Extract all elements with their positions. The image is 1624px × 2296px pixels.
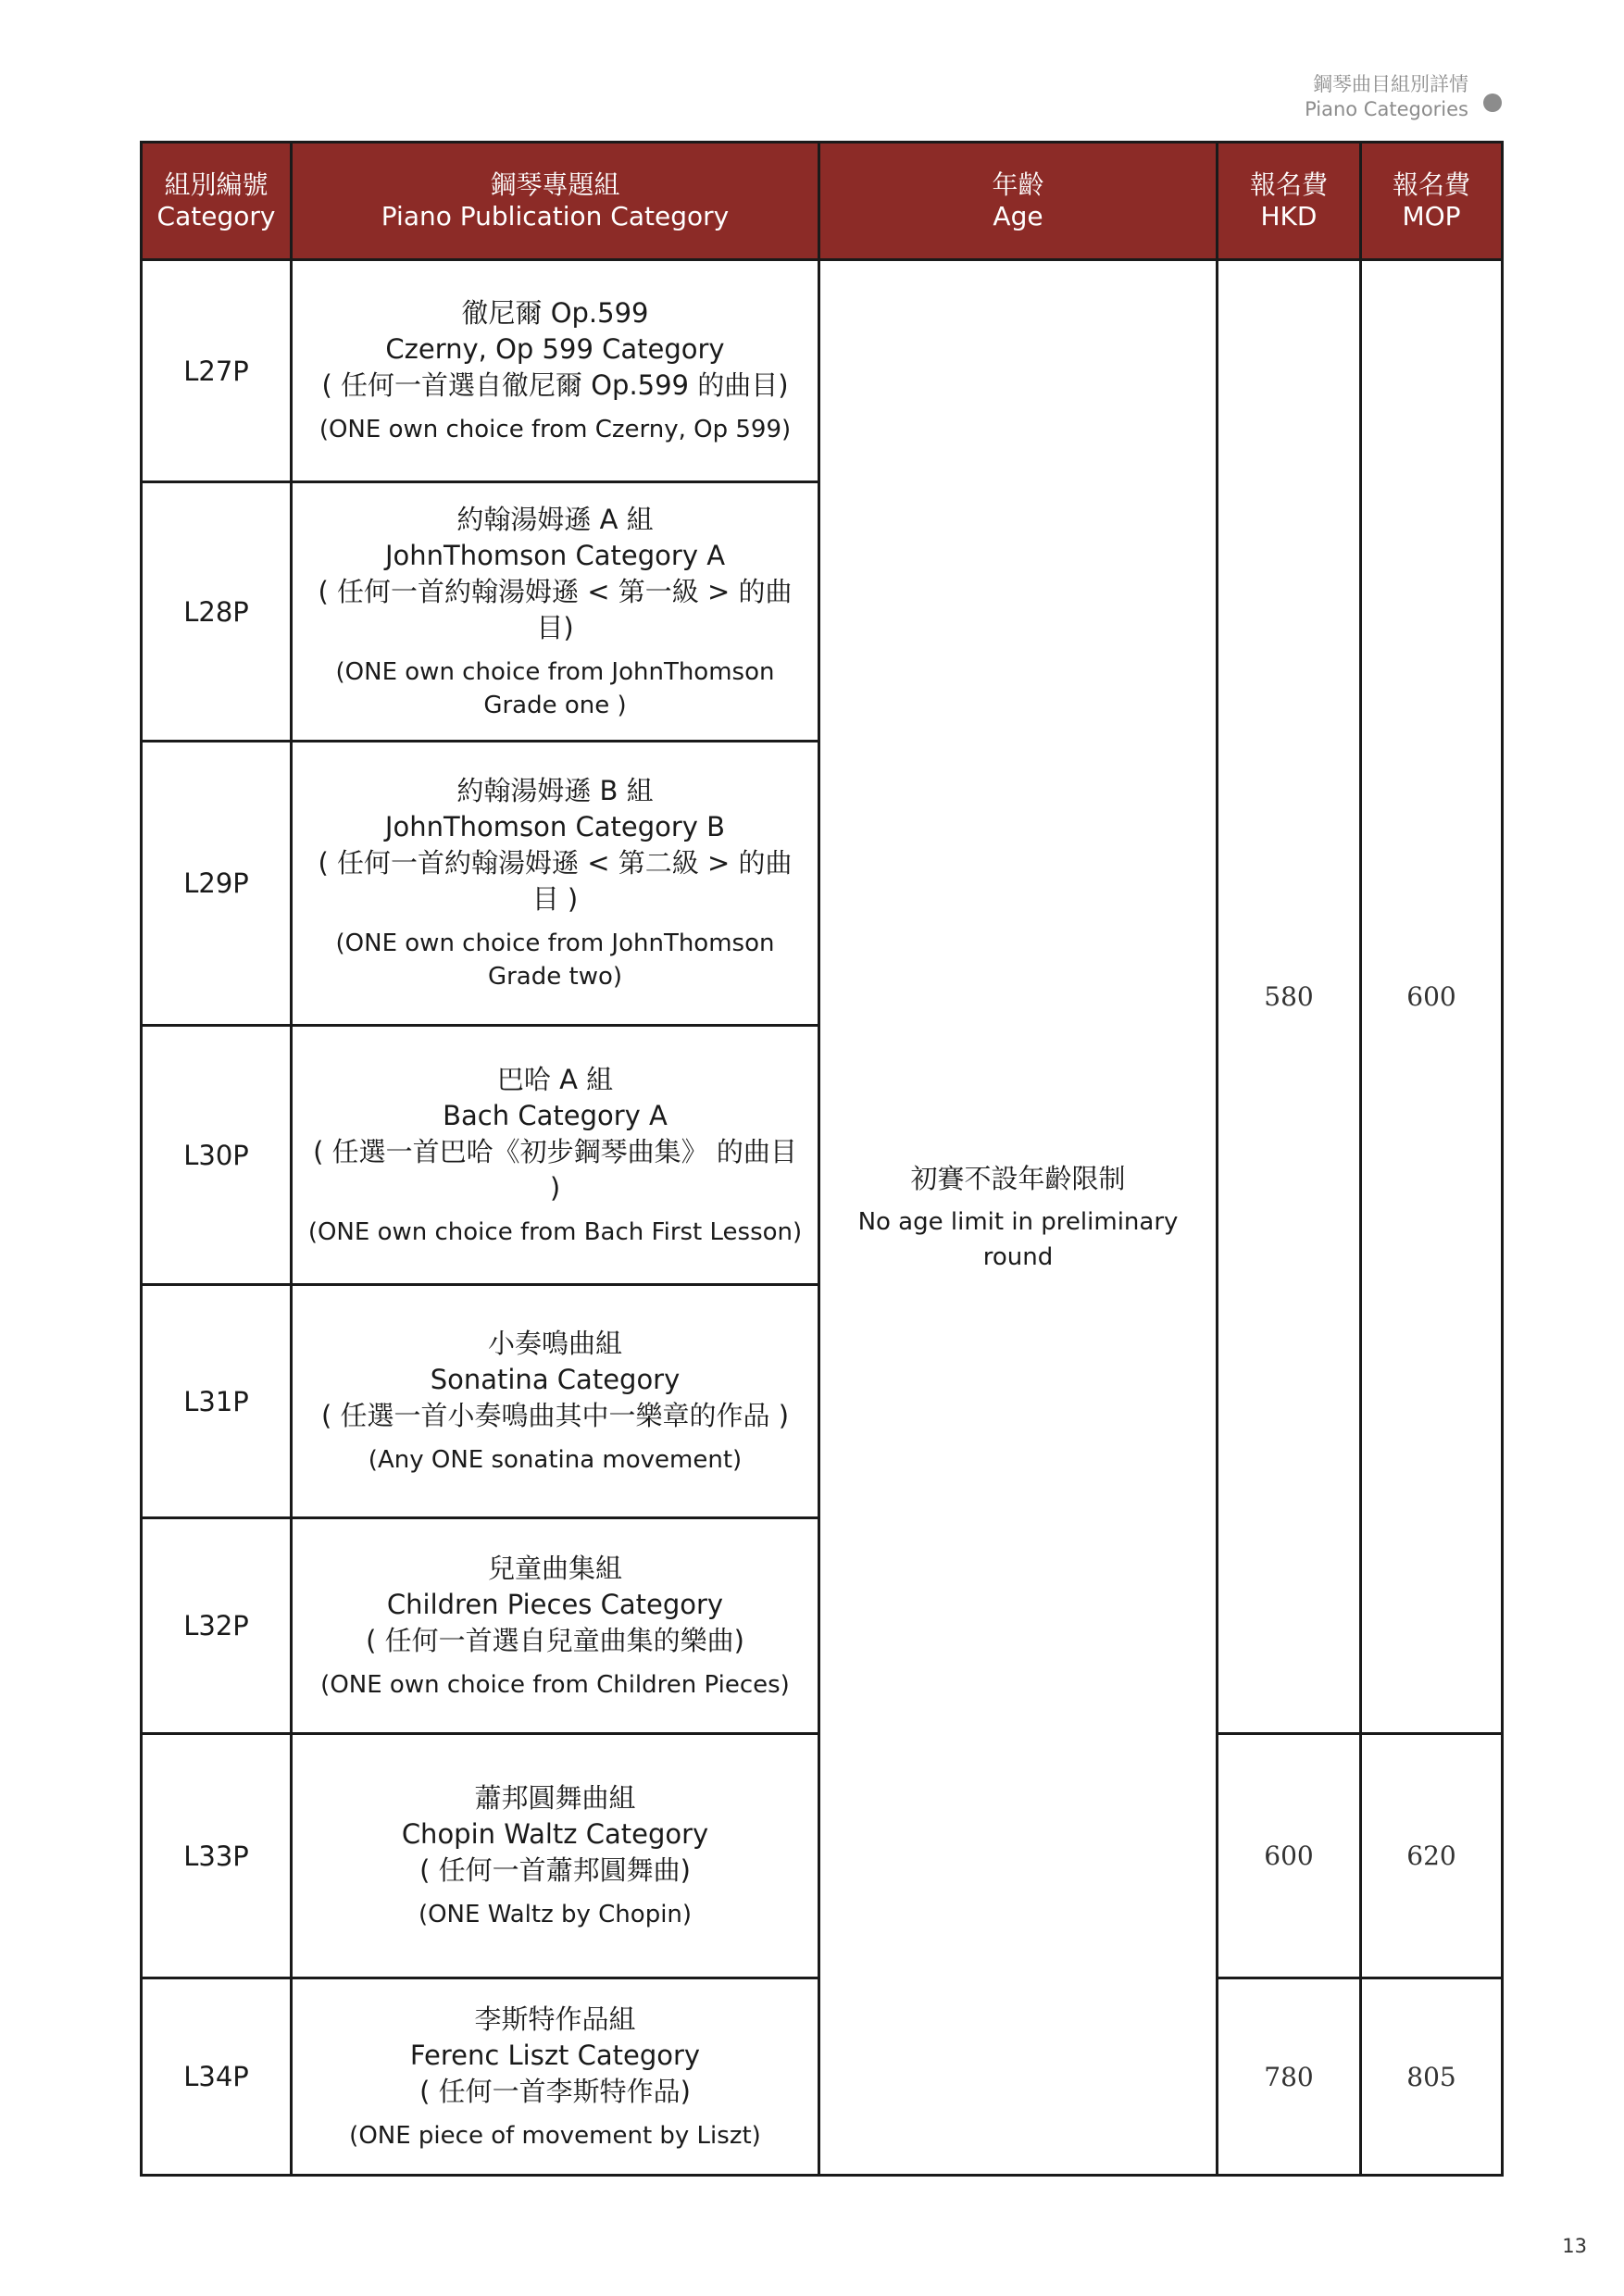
category-name-en: Bach Category A [443,1099,668,1131]
page-header [1305,72,1468,122]
category-name-zh: 約翰湯姆遜 A 組 [456,503,654,535]
category-desc-en: (Any ONE sonatina movement) [368,1446,743,1474]
table-row [142,260,1503,482]
category-name-zh: 兒童曲集組 [487,1552,622,1584]
column-header-fee-mop: 報名費 MOP [1361,143,1503,260]
category-desc-en: (ONE own choice from Czerny, Op 599) [319,416,792,443]
piano-categories-table [140,141,1504,2177]
column-header-category: 組別編號 Category [142,143,292,260]
age-limit-en: No age limit in preliminary round [857,1208,1179,1271]
category-code: L31P [142,1285,292,1518]
category-cell [292,1518,819,1734]
age-limit-zh: 初賽不設年齡限制 [910,1163,1126,1194]
category-code: L27P [142,260,292,482]
category-note-zh: ( 任選一首巴哈《初步鋼琴曲集》 的曲目 ) [313,1135,797,1204]
category-name-en: JohnThomson Category A [384,539,726,571]
category-desc-en: (ONE piece of movement by Liszt) [349,2121,761,2150]
category-name-zh: 巴哈 A 組 [496,1063,614,1095]
table-header-row [142,143,1503,260]
category-cell [292,1734,819,1978]
category-name-en: Children Pieces Category [386,1588,724,1620]
fee-mop: 805 [1361,1978,1503,2176]
header-title-en: Piano Categories [1305,98,1468,120]
category-code: L33P [142,1734,292,1978]
header-dot-icon [1483,94,1502,112]
category-cell [292,260,819,482]
category-note-zh: ( 任何一首約翰湯姆遜 < 第一級 > 的曲目) [318,575,793,643]
fee-mop: 620 [1361,1734,1503,1978]
category-name-en: Chopin Waltz Category [401,1818,709,1850]
category-note-zh: ( 任何一首蕭邦圓舞曲) [419,1854,691,1886]
age-cell [819,260,1218,2176]
category-note-zh: ( 任選一首小奏鳴曲其中一樂章的作品 ) [320,1400,790,1431]
category-name-zh: 李斯特作品組 [474,2003,636,2035]
column-header-publication: 鋼琴專題組 Piano Publication Category [292,143,819,260]
fee-mop: 600 [1361,260,1503,1734]
category-desc-en: (ONE own choice from Children Pieces) [320,1670,790,1699]
category-note-zh: ( 任何一首約翰湯姆遜 < 第二級 > 的曲目 ) [318,847,793,915]
category-cell [292,482,819,742]
category-desc-en: (ONE own choice from Bach First Lesson) [307,1217,803,1246]
category-code: L30P [142,1026,292,1285]
category-code: L28P [142,482,292,742]
category-cell [292,1026,819,1285]
category-code: L29P [142,742,292,1026]
page-number: 13 [1562,2235,1587,2257]
category-note-zh: ( 任何一首選自徹尼爾 Op.599 的曲目) [321,369,789,401]
category-cell [292,742,819,1026]
category-desc-en: (ONE own choice from JohnThomson Grade two) [335,930,775,991]
category-name-zh: 蕭邦圓舞曲組 [474,1782,636,1814]
column-header-fee-hkd: 報名費 HKD [1218,143,1361,260]
category-name-zh: 小奏鳴曲組 [487,1328,622,1359]
category-note-zh: ( 任何一首李斯特作品) [419,2075,691,2107]
column-header-age: 年齡 Age [819,143,1218,260]
category-name-en: Sonatina Category [430,1364,681,1395]
fee-hkd: 600 [1218,1734,1361,1978]
category-name-en: Ferenc Liszt Category [409,2039,701,2071]
header-title-zh: 鋼琴曲目組別詳情 [1313,73,1468,95]
category-desc-en: (ONE Waltz by Chopin) [418,1901,693,1928]
category-cell [292,1978,819,2176]
fee-hkd: 580 [1218,260,1361,1734]
category-cell [292,1285,819,1518]
category-name-zh: 徹尼爾 Op.599 [461,297,649,329]
category-note-zh: ( 任何一首選自兒童曲集的樂曲) [366,1624,744,1656]
category-name-en: Czerny, Op 599 Category [385,333,725,365]
category-desc-en: (ONE own choice from JohnThomson Grade one ) [335,657,775,719]
category-name-zh: 約翰湯姆遜 B 組 [456,775,654,806]
fee-hkd: 780 [1218,1978,1361,2176]
category-code: L34P [142,1978,292,2176]
category-name-en: JohnThomson Category B [384,811,726,842]
category-code: L32P [142,1518,292,1734]
